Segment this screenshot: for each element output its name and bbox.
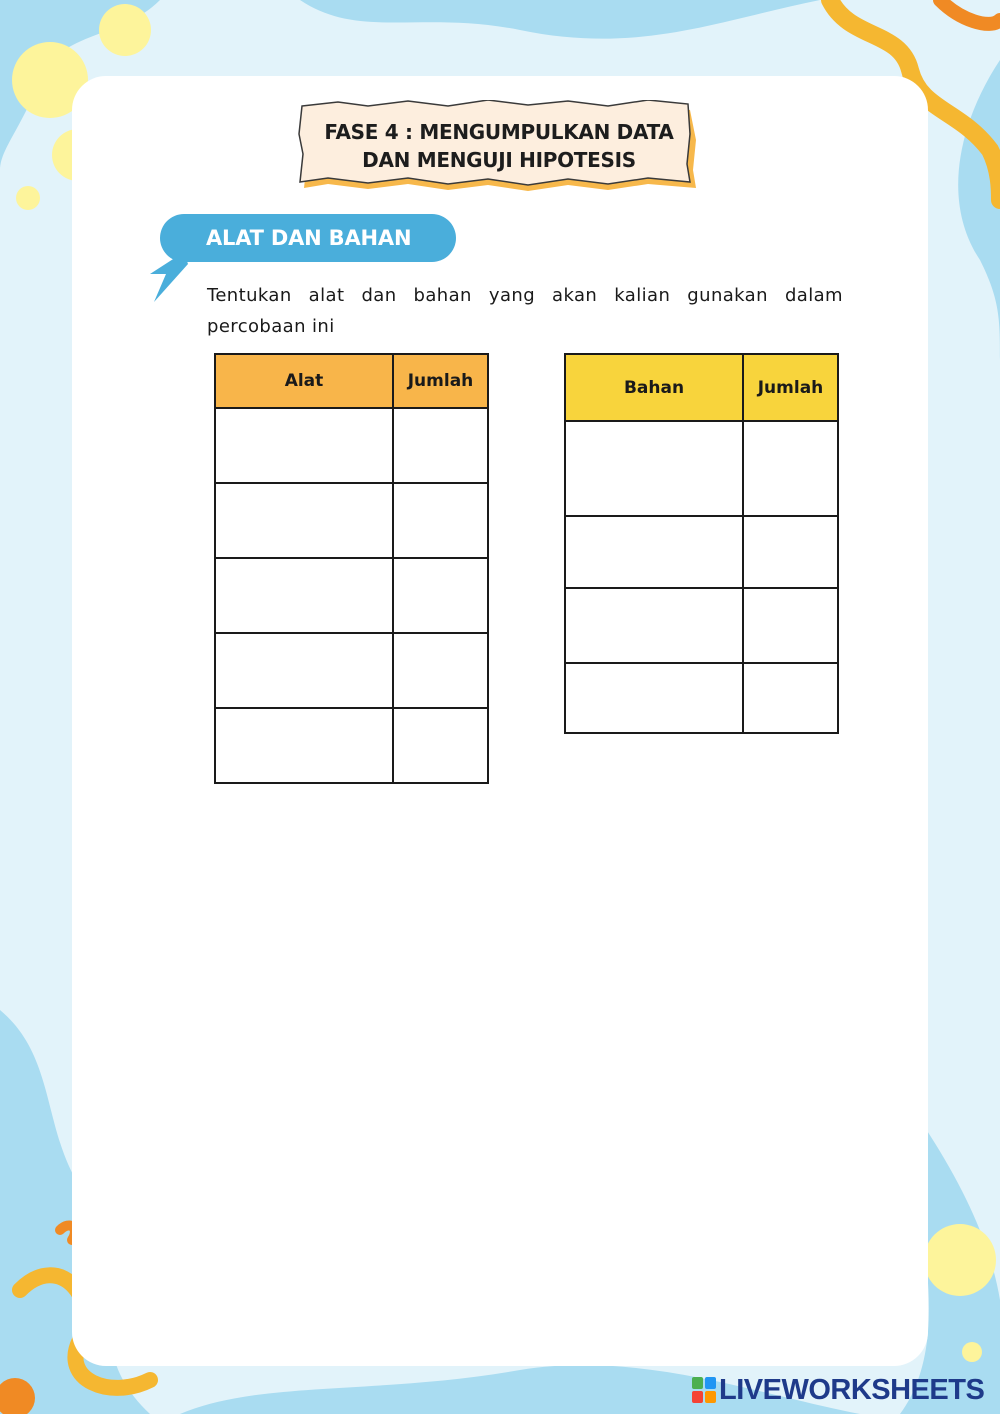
- jumlah-cell[interactable]: [743, 588, 838, 663]
- table-row: [565, 663, 838, 733]
- yellow-bubble: [99, 4, 151, 56]
- title-line-2: DAN MENGUJI HIPOTESIS: [362, 148, 636, 172]
- alat-cell[interactable]: [215, 483, 393, 558]
- table-row: [215, 558, 488, 633]
- table-row: [565, 588, 838, 663]
- bahan-cell[interactable]: [565, 663, 743, 733]
- jumlah-cell[interactable]: [393, 408, 488, 483]
- title-line-1: FASE 4 : MENGUMPULKAN DATA: [324, 120, 674, 144]
- alat-cell[interactable]: [215, 633, 393, 708]
- alat-cell[interactable]: [215, 558, 393, 633]
- table-row: [565, 421, 838, 516]
- title-banner: [298, 100, 700, 192]
- jumlah-cell[interactable]: [393, 558, 488, 633]
- yellow-bubble: [924, 1224, 996, 1296]
- table-row: [215, 408, 488, 483]
- liveworksheets-brand[interactable]: [692, 1372, 984, 1408]
- alat-table: [214, 353, 489, 784]
- bahan-cell[interactable]: [565, 588, 743, 663]
- jumlah-cell[interactable]: [393, 483, 488, 558]
- bahan-table: [564, 353, 839, 734]
- jumlah-cell[interactable]: [743, 516, 838, 588]
- yellow-bubble: [962, 1342, 982, 1362]
- table-row: [215, 708, 488, 783]
- section-title: ALAT DAN BAHAN: [206, 226, 412, 250]
- jumlah-cell[interactable]: [743, 421, 838, 516]
- table-row: [215, 483, 488, 558]
- bahan-cell[interactable]: [565, 421, 743, 516]
- brand-name: LIVEWORKSHEETS: [719, 1373, 985, 1406]
- jumlah-header: Jumlah: [393, 354, 488, 408]
- alat-cell[interactable]: [215, 408, 393, 483]
- jumlah-cell[interactable]: [743, 663, 838, 733]
- yellow-bubble: [16, 186, 40, 210]
- instruction-text: Tentukan alat dan bahan yang akan kalian gunakan dalam percobaan ini: [207, 285, 843, 337]
- page-title: [298, 118, 700, 174]
- table-row: [215, 633, 488, 708]
- bahan-cell[interactable]: [565, 516, 743, 588]
- bahan-header: Bahan: [565, 354, 743, 421]
- jumlah-cell[interactable]: [393, 633, 488, 708]
- jumlah-cell[interactable]: [393, 708, 488, 783]
- liveworksheets-logo-icon: [692, 1377, 716, 1403]
- table-row: [565, 516, 838, 588]
- jumlah-header: Jumlah: [743, 354, 838, 421]
- alat-header: Alat: [215, 354, 393, 408]
- alat-cell[interactable]: [215, 708, 393, 783]
